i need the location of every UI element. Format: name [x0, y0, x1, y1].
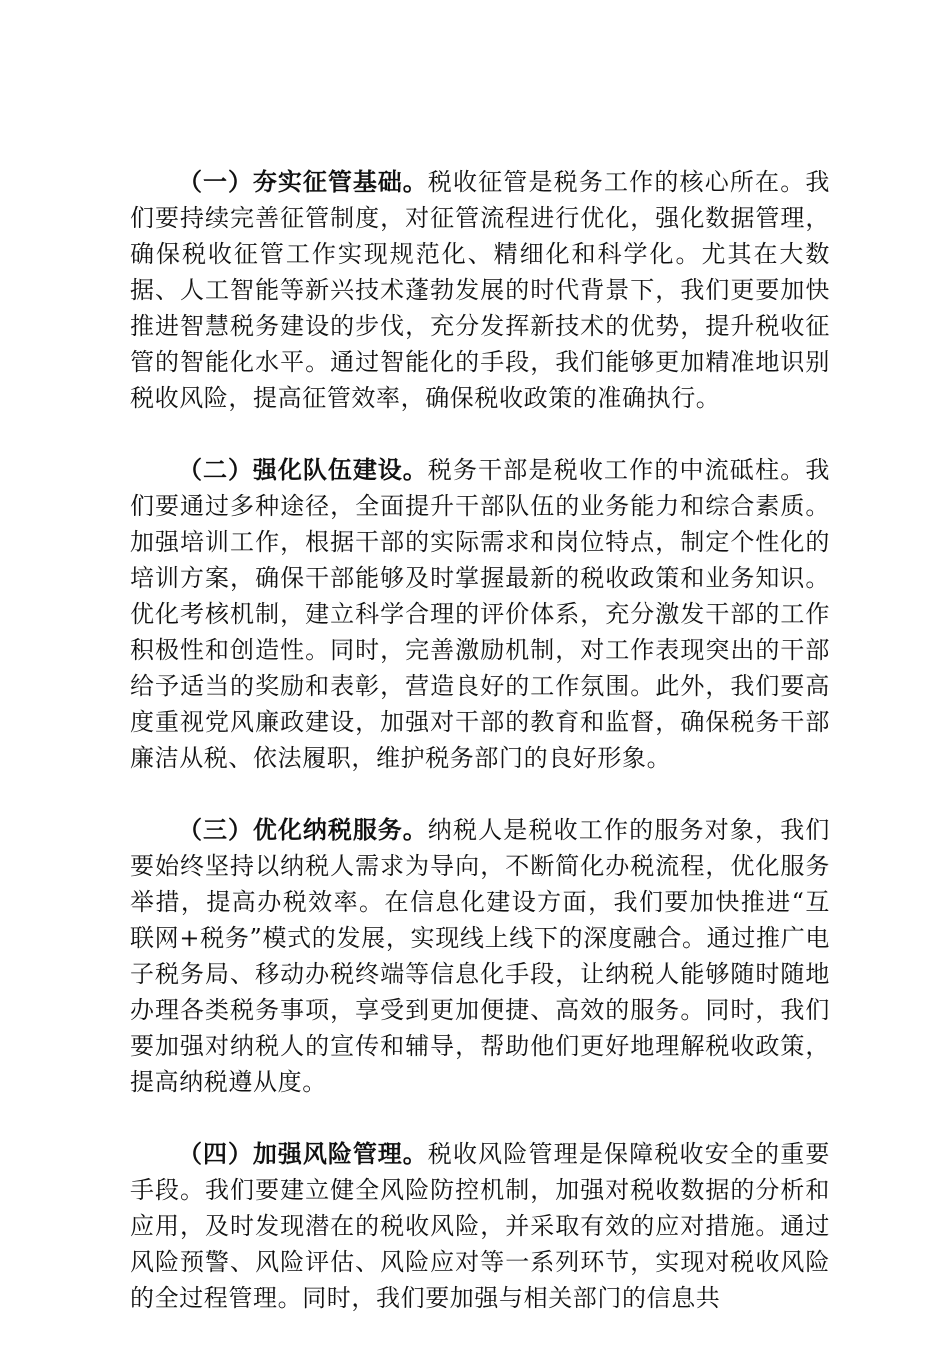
paragraph-text: 税务干部是税收工作的中流砥柱。我们要通过多种途径，全面提升干部队伍的业务能力和综合素质。加强培训工作，根据干部的实际需求和岗位特点，制定个性化的培训方案，确保干部能够及时掌握最新的税收政策和业务知识。优化考核机制，建立科学合理的评价体系，充分激发干部的工作积极性和创造性。同时，完善激励机制，对工作表现突出的干部给予适当的奖励和表彰，营造良好的工作氛围。此外，我们要高度重视党风廉政建设，加强对干部的教育和监督，确保税务干部廉洁从税、依法履职，维护税务部门的良好形象。: [130, 456, 830, 772]
paragraph-heading: （一）夯实征管基础。: [178, 168, 428, 196]
paragraph-text: 税收风险管理是保障税收安全的重要手段。我们要建立健全风险防控机制，加强对税收数据的分析和应用，及时发现潜在的税收风险，并采取有效的应对措施。通过风险预警、风险评估、风险应对等一系列环节，实现对税收风险的全过程管理。同时，我们要加强与相关部门的信息共: [130, 1140, 830, 1312]
paragraph-team-building: [130, 452, 830, 776]
paragraph-heading: （二）强化队伍建设。: [178, 456, 428, 484]
paragraph-text: 税收征管是税务工作的核心所在。我们要持续完善征管制度，对征管流程进行优化，强化数据管理，确保税收征管工作实现规范化、精细化和科学化。尤其在大数据、人工智能等新兴技术蓬勃发展的时代背景下，我们更要加快推进智慧税务建设的步伐，充分发挥新技术的优势，提升税收征管的智能化水平。通过智能化的手段，我们能够更加精准地识别税收风险，提高征管效率，确保税收政策的准确执行。: [130, 168, 830, 412]
paragraph-heading: （三）优化纳税服务。: [178, 816, 428, 844]
document-body: [130, 164, 830, 1352]
paragraph-collection-foundation: [130, 164, 830, 416]
paragraph-text: 纳税人是税收工作的服务对象，我们要始终坚持以纳税人需求为导向，不断简化办税流程，优化服务举措，提高办税效率。在信息化建设方面，我们要加快推进“互联网+税务”模式的发展，实现线上线下的深度融合。通过推广电子税务局、移动办税终端等信息化手段，让纳税人能够随时随地办理各类税务事项，享受到更加便捷、高效的服务。同时，我们要加强对纳税人的宣传和辅导，帮助他们更好地理解税收政策，提高纳税遵从度。: [130, 816, 830, 1096]
paragraph-risk-management: [130, 1136, 830, 1316]
paragraph-heading: （四）加强风险管理。: [178, 1140, 428, 1168]
paragraph-taxpayer-service: [130, 812, 830, 1100]
